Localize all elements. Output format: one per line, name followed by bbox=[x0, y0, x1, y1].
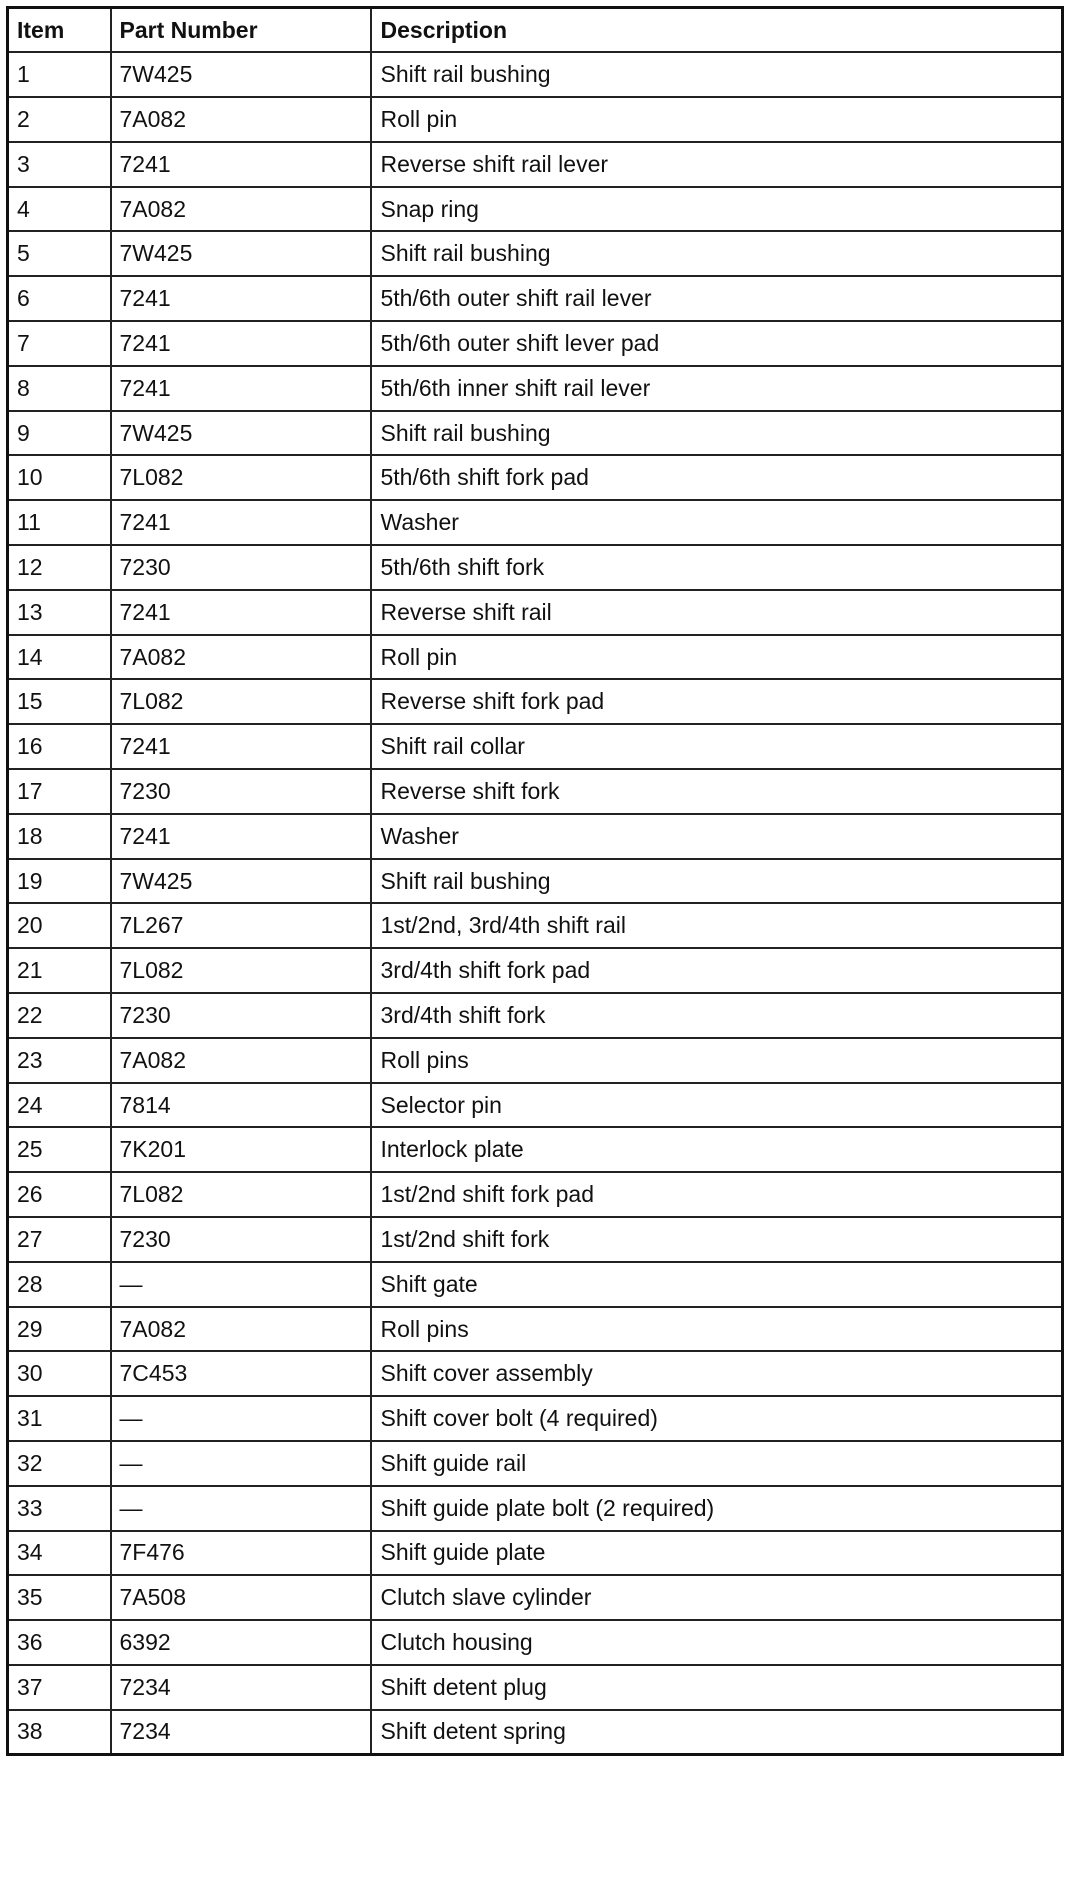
item-cell: 33 bbox=[8, 1486, 111, 1531]
table-row bbox=[8, 1710, 1063, 1755]
item-cell: 20 bbox=[8, 903, 111, 948]
description-cell: Roll pins bbox=[371, 1038, 1063, 1083]
table-row bbox=[8, 321, 1063, 366]
table-row bbox=[8, 1665, 1063, 1710]
description-cell: Shift rail bushing bbox=[371, 859, 1063, 904]
part-number-cell: 7230 bbox=[111, 545, 371, 590]
description-cell: Shift rail bushing bbox=[371, 52, 1063, 97]
description-cell: Reverse shift rail bbox=[371, 590, 1063, 635]
description-cell: Shift cover assembly bbox=[371, 1351, 1063, 1396]
item-cell: 23 bbox=[8, 1038, 111, 1083]
description-cell: Clutch housing bbox=[371, 1620, 1063, 1665]
table-row bbox=[8, 1038, 1063, 1083]
parts-table bbox=[6, 6, 1064, 1756]
part-number-cell: 7230 bbox=[111, 769, 371, 814]
item-cell: 11 bbox=[8, 500, 111, 545]
part-number-cell: 7241 bbox=[111, 500, 371, 545]
part-number-cell: 7W425 bbox=[111, 52, 371, 97]
part-number-cell: 7A508 bbox=[111, 1575, 371, 1620]
description-cell: 5th/6th outer shift rail lever bbox=[371, 276, 1063, 321]
item-cell: 29 bbox=[8, 1307, 111, 1352]
item-cell: 15 bbox=[8, 679, 111, 724]
description-cell: 1st/2nd shift fork bbox=[371, 1217, 1063, 1262]
description-cell: 3rd/4th shift fork pad bbox=[371, 948, 1063, 993]
part-number-cell: 7A082 bbox=[111, 635, 371, 680]
item-cell: 34 bbox=[8, 1531, 111, 1576]
part-number-cell: 7A082 bbox=[111, 187, 371, 232]
part-number-cell: 7L082 bbox=[111, 455, 371, 500]
item-cell: 27 bbox=[8, 1217, 111, 1262]
part-number-cell: 7241 bbox=[111, 724, 371, 769]
table-row bbox=[8, 142, 1063, 187]
item-cell: 24 bbox=[8, 1083, 111, 1128]
table-row bbox=[8, 1620, 1063, 1665]
table-row bbox=[8, 455, 1063, 500]
part-number-cell: — bbox=[111, 1262, 371, 1307]
description-cell: 5th/6th shift fork pad bbox=[371, 455, 1063, 500]
table-row bbox=[8, 1351, 1063, 1396]
description-cell: 5th/6th outer shift lever pad bbox=[371, 321, 1063, 366]
item-cell: 32 bbox=[8, 1441, 111, 1486]
item-cell: 10 bbox=[8, 455, 111, 500]
table-row bbox=[8, 1486, 1063, 1531]
part-number-cell: 7234 bbox=[111, 1665, 371, 1710]
table-row bbox=[8, 993, 1063, 1038]
part-number-cell: 7241 bbox=[111, 366, 371, 411]
header-description: Description bbox=[371, 8, 1063, 53]
description-cell: 3rd/4th shift fork bbox=[371, 993, 1063, 1038]
part-number-cell: 7A082 bbox=[111, 1307, 371, 1352]
item-cell: 13 bbox=[8, 590, 111, 635]
description-cell: Shift rail bushing bbox=[371, 411, 1063, 456]
table-row bbox=[8, 52, 1063, 97]
part-number-cell: 7241 bbox=[111, 321, 371, 366]
description-cell: Washer bbox=[371, 500, 1063, 545]
description-cell: Reverse shift fork bbox=[371, 769, 1063, 814]
table-row bbox=[8, 679, 1063, 724]
item-cell: 18 bbox=[8, 814, 111, 859]
item-cell: 12 bbox=[8, 545, 111, 590]
part-number-cell: — bbox=[111, 1441, 371, 1486]
part-number-cell: 7K201 bbox=[111, 1127, 371, 1172]
table-header-row bbox=[8, 8, 1063, 53]
description-cell: Washer bbox=[371, 814, 1063, 859]
part-number-cell: 7W425 bbox=[111, 859, 371, 904]
part-number-cell: 7241 bbox=[111, 590, 371, 635]
part-number-cell: 7241 bbox=[111, 276, 371, 321]
table-row bbox=[8, 231, 1063, 276]
item-cell: 19 bbox=[8, 859, 111, 904]
part-number-cell: 7814 bbox=[111, 1083, 371, 1128]
item-cell: 5 bbox=[8, 231, 111, 276]
description-cell: Roll pins bbox=[371, 1307, 1063, 1352]
item-cell: 26 bbox=[8, 1172, 111, 1217]
description-cell: Shift guide plate bbox=[371, 1531, 1063, 1576]
table-body bbox=[8, 52, 1063, 1754]
table-row bbox=[8, 1217, 1063, 1262]
description-cell: Shift cover bolt (4 required) bbox=[371, 1396, 1063, 1441]
part-number-cell: 7234 bbox=[111, 1710, 371, 1755]
table-row bbox=[8, 1575, 1063, 1620]
table-row bbox=[8, 635, 1063, 680]
part-number-cell: 7241 bbox=[111, 814, 371, 859]
table-row bbox=[8, 187, 1063, 232]
item-cell: 36 bbox=[8, 1620, 111, 1665]
item-cell: 25 bbox=[8, 1127, 111, 1172]
part-number-cell: 7F476 bbox=[111, 1531, 371, 1576]
description-cell: Selector pin bbox=[371, 1083, 1063, 1128]
part-number-cell: 7230 bbox=[111, 1217, 371, 1262]
item-cell: 2 bbox=[8, 97, 111, 142]
item-cell: 38 bbox=[8, 1710, 111, 1755]
table-row bbox=[8, 1531, 1063, 1576]
item-cell: 1 bbox=[8, 52, 111, 97]
item-cell: 6 bbox=[8, 276, 111, 321]
item-cell: 31 bbox=[8, 1396, 111, 1441]
description-cell: Shift detent plug bbox=[371, 1665, 1063, 1710]
description-cell: 1st/2nd, 3rd/4th shift rail bbox=[371, 903, 1063, 948]
part-number-cell: 7W425 bbox=[111, 411, 371, 456]
header-part-number: Part Number bbox=[111, 8, 371, 53]
part-number-cell: 7241 bbox=[111, 142, 371, 187]
item-cell: 7 bbox=[8, 321, 111, 366]
description-cell: Shift rail bushing bbox=[371, 231, 1063, 276]
item-cell: 8 bbox=[8, 366, 111, 411]
table-row bbox=[8, 1262, 1063, 1307]
table-row bbox=[8, 903, 1063, 948]
part-number-cell: 7L082 bbox=[111, 679, 371, 724]
item-cell: 28 bbox=[8, 1262, 111, 1307]
item-cell: 16 bbox=[8, 724, 111, 769]
item-cell: 21 bbox=[8, 948, 111, 993]
item-cell: 37 bbox=[8, 1665, 111, 1710]
table-row bbox=[8, 366, 1063, 411]
description-cell: Clutch slave cylinder bbox=[371, 1575, 1063, 1620]
description-cell: 5th/6th inner shift rail lever bbox=[371, 366, 1063, 411]
header-item: Item bbox=[8, 8, 111, 53]
item-cell: 22 bbox=[8, 993, 111, 1038]
description-cell: Reverse shift rail lever bbox=[371, 142, 1063, 187]
table-row bbox=[8, 1396, 1063, 1441]
description-cell: Shift detent spring bbox=[371, 1710, 1063, 1755]
table-row bbox=[8, 814, 1063, 859]
part-number-cell: — bbox=[111, 1486, 371, 1531]
part-number-cell: 7W425 bbox=[111, 231, 371, 276]
table-row bbox=[8, 1083, 1063, 1128]
part-number-cell: 7A082 bbox=[111, 1038, 371, 1083]
table-row bbox=[8, 1172, 1063, 1217]
description-cell: Interlock plate bbox=[371, 1127, 1063, 1172]
description-cell: 5th/6th shift fork bbox=[371, 545, 1063, 590]
table-row bbox=[8, 948, 1063, 993]
table-row bbox=[8, 276, 1063, 321]
description-cell: Shift gate bbox=[371, 1262, 1063, 1307]
part-number-cell: 7230 bbox=[111, 993, 371, 1038]
part-number-cell: 7C453 bbox=[111, 1351, 371, 1396]
part-number-cell: 7L267 bbox=[111, 903, 371, 948]
item-cell: 35 bbox=[8, 1575, 111, 1620]
description-cell: Shift guide plate bolt (2 required) bbox=[371, 1486, 1063, 1531]
part-number-cell: 6392 bbox=[111, 1620, 371, 1665]
table-row bbox=[8, 724, 1063, 769]
table-row bbox=[8, 590, 1063, 635]
table-row bbox=[8, 1441, 1063, 1486]
table-row bbox=[8, 769, 1063, 814]
item-cell: 14 bbox=[8, 635, 111, 680]
description-cell: 1st/2nd shift fork pad bbox=[371, 1172, 1063, 1217]
table-row bbox=[8, 500, 1063, 545]
part-number-cell: — bbox=[111, 1396, 371, 1441]
table-row bbox=[8, 859, 1063, 904]
item-cell: 17 bbox=[8, 769, 111, 814]
item-cell: 4 bbox=[8, 187, 111, 232]
table-row bbox=[8, 1127, 1063, 1172]
table-row bbox=[8, 411, 1063, 456]
description-cell: Shift guide rail bbox=[371, 1441, 1063, 1486]
description-cell: Shift rail collar bbox=[371, 724, 1063, 769]
item-cell: 30 bbox=[8, 1351, 111, 1396]
table-row bbox=[8, 1307, 1063, 1352]
part-number-cell: 7A082 bbox=[111, 97, 371, 142]
description-cell: Snap ring bbox=[371, 187, 1063, 232]
table-row bbox=[8, 97, 1063, 142]
item-cell: 3 bbox=[8, 142, 111, 187]
table-row bbox=[8, 545, 1063, 590]
description-cell: Roll pin bbox=[371, 635, 1063, 680]
part-number-cell: 7L082 bbox=[111, 948, 371, 993]
description-cell: Roll pin bbox=[371, 97, 1063, 142]
part-number-cell: 7L082 bbox=[111, 1172, 371, 1217]
item-cell: 9 bbox=[8, 411, 111, 456]
description-cell: Reverse shift fork pad bbox=[371, 679, 1063, 724]
